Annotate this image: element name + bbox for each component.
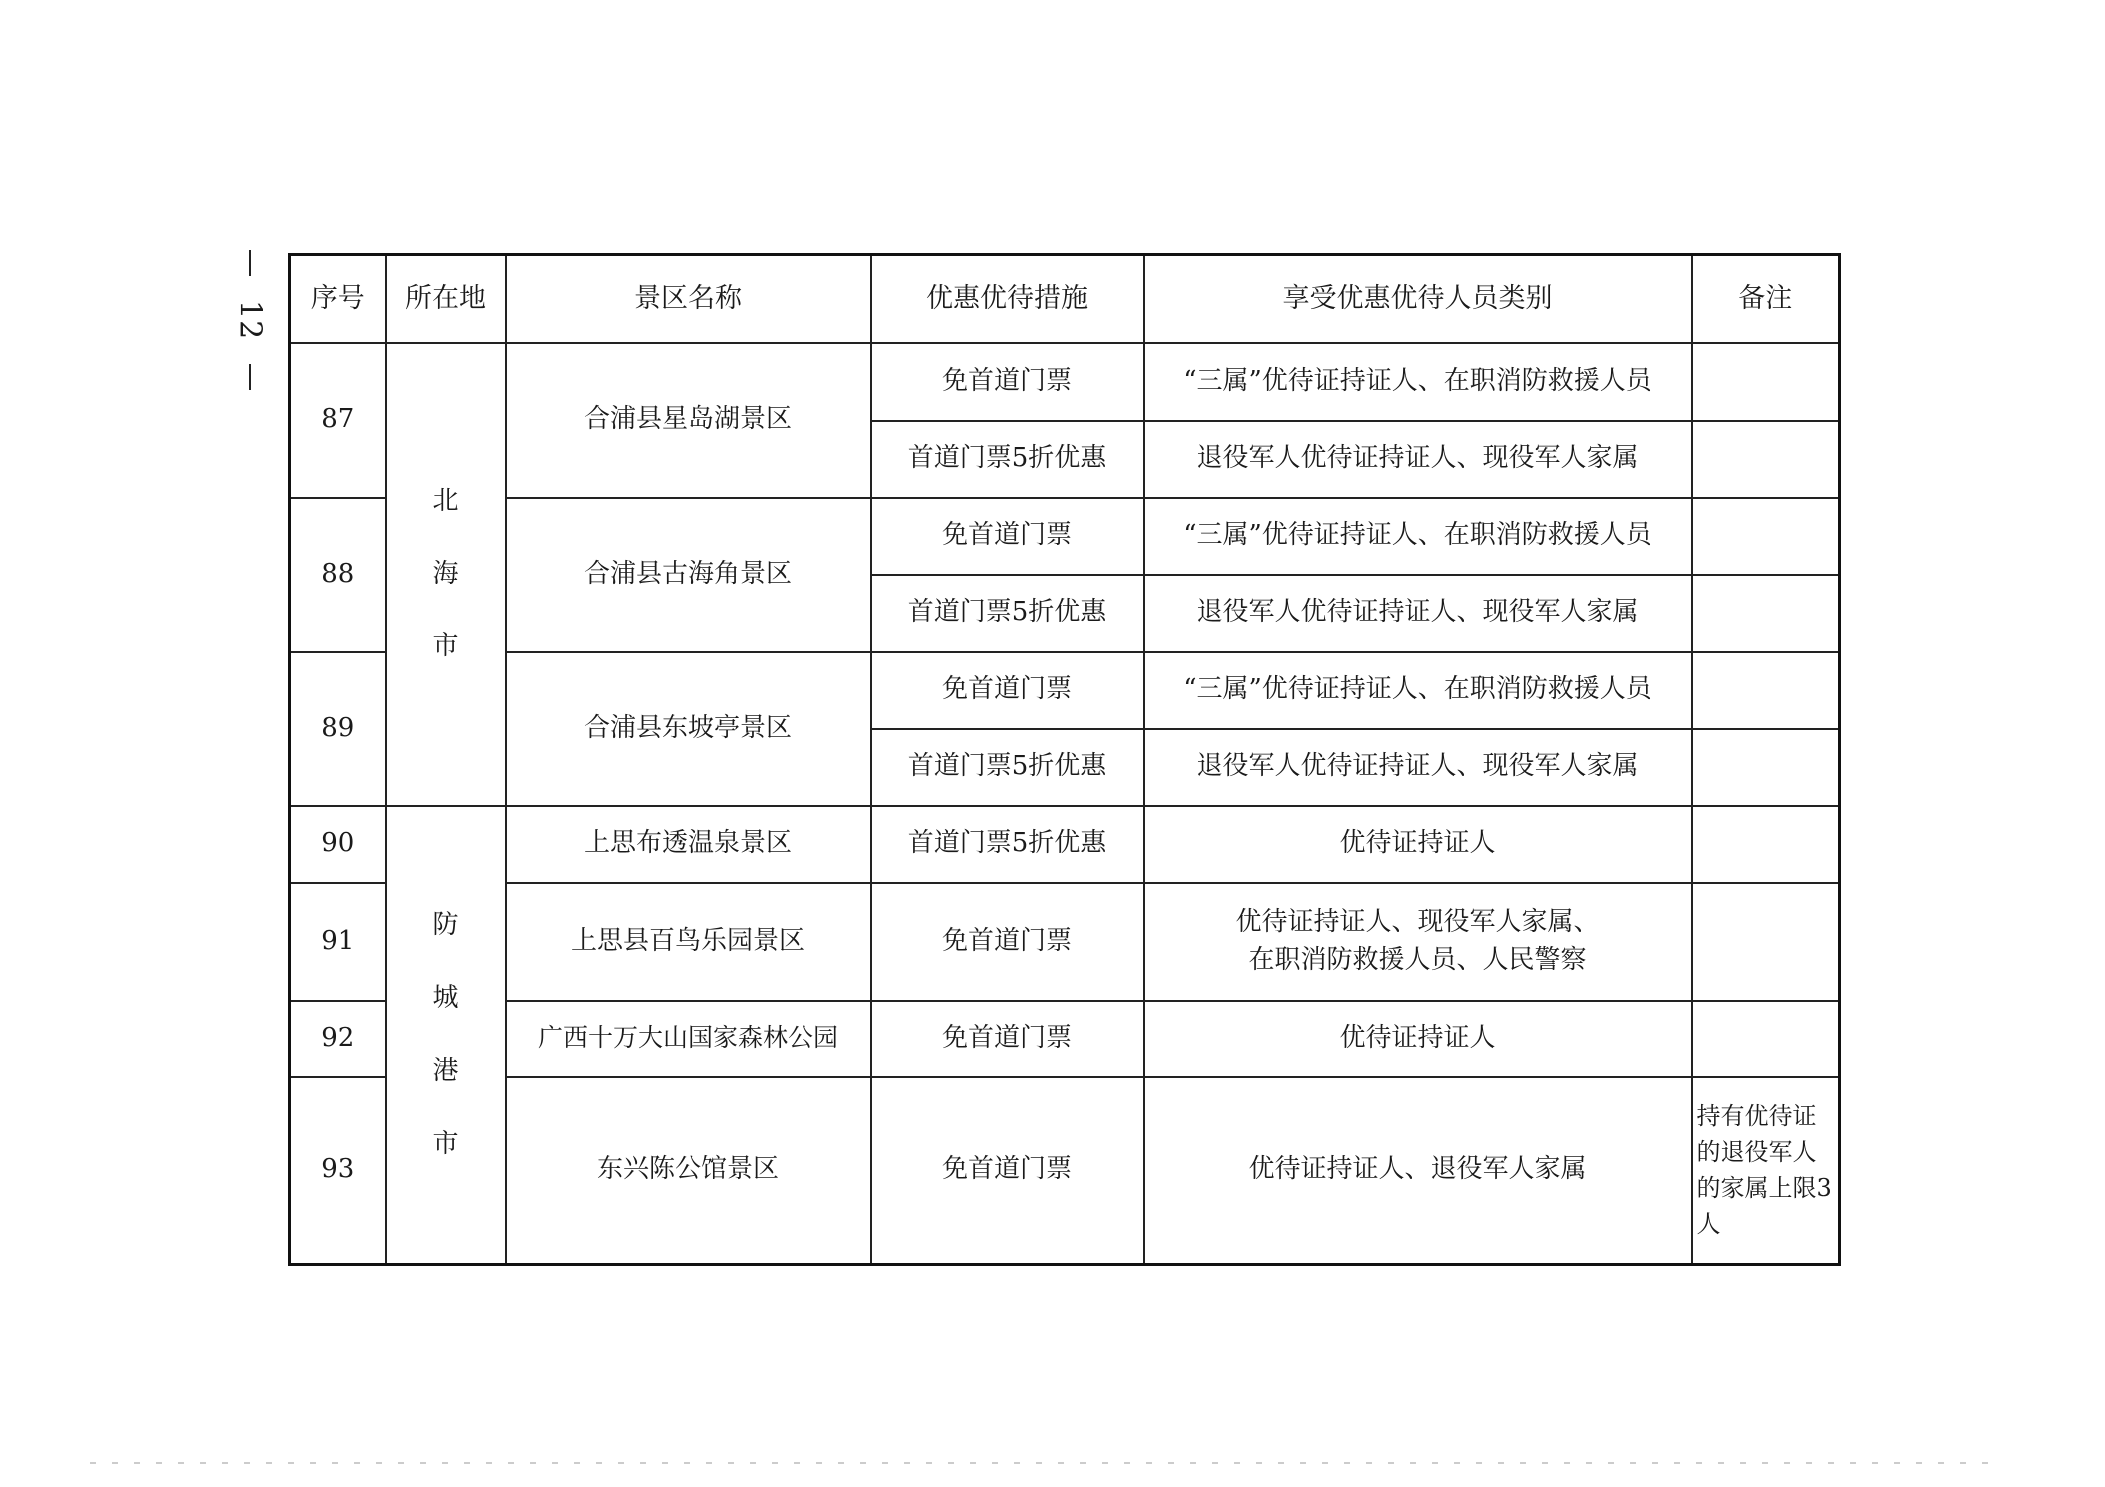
- category-line: 在职消防救援人员、人民警察: [1248, 944, 1587, 975]
- header-remarks: 备注: [1692, 255, 1840, 343]
- table-row: [290, 806, 1840, 883]
- remark: [1692, 343, 1840, 421]
- row-no: 93: [290, 1077, 386, 1265]
- scenic-discount-table: [288, 253, 1841, 1266]
- table-row: [290, 498, 1840, 575]
- header-measures: 优惠优待措施: [871, 255, 1144, 343]
- category: [1144, 883, 1692, 1001]
- header-categories: 享受优惠优待人员类别: [1144, 255, 1692, 343]
- remark: [1692, 806, 1840, 883]
- remark: [1692, 498, 1840, 575]
- location-cell-fangchenggang: [386, 806, 506, 1265]
- row-no: 87: [290, 343, 386, 498]
- scenic-name: 广西十万大山国家森林公园: [506, 1001, 871, 1077]
- location-cell-beihai: [386, 343, 506, 806]
- remark: [1692, 652, 1840, 729]
- category: 退役军人优待证持证人、现役军人家属: [1144, 575, 1692, 652]
- measure: 首道门票5折优惠: [871, 421, 1144, 498]
- location-char: 港: [432, 1055, 459, 1086]
- header-no: 序号: [290, 255, 386, 343]
- row-no: 91: [290, 883, 386, 1001]
- category: 退役军人优待证持证人、现役军人家属: [1144, 729, 1692, 806]
- page-number-dash-top: [249, 250, 251, 276]
- category: “三属”优待证持证人、在职消防救援人员: [1144, 343, 1692, 421]
- measure: 免首道门票: [871, 1001, 1144, 1077]
- location-char: 北: [432, 485, 459, 516]
- measure: 免首道门票: [871, 498, 1144, 575]
- category: 优待证持证人、退役军人家属: [1144, 1077, 1692, 1265]
- remark: [1692, 729, 1840, 806]
- category: “三属”优待证持证人、在职消防救援人员: [1144, 498, 1692, 575]
- scan-artifact-line: [90, 1462, 1990, 1464]
- measure: 免首道门票: [871, 343, 1144, 421]
- row-no: 92: [290, 1001, 386, 1077]
- location-char: 防: [432, 910, 459, 941]
- scenic-name: 东兴陈公馆景区: [506, 1077, 871, 1265]
- page-number: [230, 250, 270, 390]
- category: 退役军人优待证持证人、现役军人家属: [1144, 421, 1692, 498]
- table-row: [290, 1001, 1840, 1077]
- page-number-dash-bottom: [249, 364, 251, 390]
- measure: 免首道门票: [871, 1077, 1144, 1265]
- scenic-name: 上思布透温泉景区: [506, 806, 871, 883]
- category: 优待证持证人: [1144, 1001, 1692, 1077]
- scenic-name: 合浦县星岛湖景区: [506, 343, 871, 498]
- remark: 持有优待证的退役军人的家属上限3人: [1692, 1077, 1840, 1265]
- header-scenic-name: 景区名称: [506, 255, 871, 343]
- category: “三属”优待证持证人、在职消防救援人员: [1144, 652, 1692, 729]
- header-location: 所在地: [386, 255, 506, 343]
- category: 优待证持证人: [1144, 806, 1692, 883]
- location-char: 城: [432, 982, 459, 1013]
- page-number-text: 12: [232, 299, 268, 341]
- measure: 首道门票5折优惠: [871, 575, 1144, 652]
- category-line: 优待证持证人、现役军人家属、: [1235, 906, 1600, 937]
- scenic-name: 合浦县东坡亭景区: [506, 652, 871, 806]
- location-char: 海: [432, 558, 459, 589]
- measure: 首道门票5折优惠: [871, 729, 1144, 806]
- row-no: 89: [290, 652, 386, 806]
- remark: [1692, 1001, 1840, 1077]
- row-no: 90: [290, 806, 386, 883]
- table-row: [290, 1077, 1840, 1265]
- table-row: [290, 652, 1840, 729]
- row-no: 88: [290, 498, 386, 652]
- scenic-name: 合浦县古海角景区: [506, 498, 871, 652]
- scenic-name: 上思县百鸟乐园景区: [506, 883, 871, 1001]
- table-header-row: [290, 255, 1840, 343]
- location-char: 市: [432, 631, 459, 662]
- remark: [1692, 883, 1840, 1001]
- remark: [1692, 421, 1840, 498]
- measure: 免首道门票: [871, 883, 1144, 1001]
- table-row: [290, 883, 1840, 1001]
- location-char: 市: [432, 1128, 459, 1159]
- remark: [1692, 575, 1840, 652]
- measure: 首道门票5折优惠: [871, 806, 1144, 883]
- measure: 免首道门票: [871, 652, 1144, 729]
- table-row: [290, 343, 1840, 421]
